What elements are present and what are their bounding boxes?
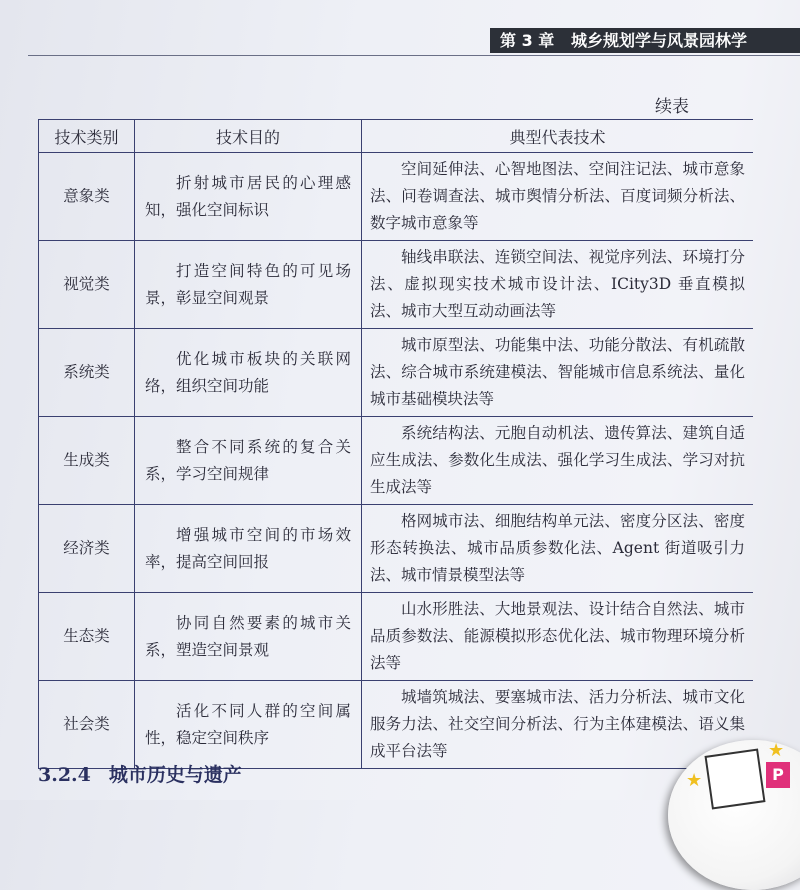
category-cell: 系统类 [39, 329, 135, 417]
section-title: 城市历史与遗产 [108, 764, 242, 786]
table-row [39, 593, 754, 681]
table-row [39, 329, 754, 417]
book-mascot-icon [705, 749, 766, 810]
table-row [39, 153, 754, 241]
purpose-cell: 增强城市空间的市场效率，提高空间回报 [135, 505, 362, 593]
techniques-cell: 城墙筑城法、要塞城市法、活力分析法、城市文化服务力法、社交空间分析法、行为主体建模法、语义集成平台法等 [362, 681, 754, 769]
table-row [39, 505, 754, 593]
column-header: 技术目的 [135, 120, 362, 153]
techniques-cell: 轴线串联法、连锁空间法、视觉序列法、环境打分法、虚拟现实技术城市设计法、ICity3D 垂直模拟法、城市大型互动动画法等 [362, 241, 754, 329]
section-heading [38, 760, 260, 787]
techniques-cell: 空间延伸法、心智地图法、空间注记法、城市意象法、问卷调查法、城市舆情分析法、百度词频分析法、数字城市意象等 [362, 153, 754, 241]
purpose-cell: 打造空间特色的可见场景，彰显空间观景 [135, 241, 362, 329]
purpose-cell: 协同自然要素的城市关系，塑造空间景观 [135, 593, 362, 681]
techniques-cell: 山水形胜法、大地景观法、设计结合自然法、城市品质参数法、能源模拟形态优化法、城市物理环境分析法等 [362, 593, 754, 681]
star-icon: ★ [768, 740, 785, 761]
table-row [39, 681, 754, 769]
badge-letter: P [766, 762, 790, 788]
purpose-cell: 优化城市板块的关联网络，组织空间功能 [135, 329, 362, 417]
techniques-cell: 系统结构法、元胞自动机法、遗传算法、建筑自适应生成法、参数化生成法、强化学习生成法、学习对抗生成法等 [362, 417, 754, 505]
techniques-cell: 格网城市法、细胞结构单元法、密度分区法、密度形态转换法、城市品质参数化法、Agent 街道吸引力法、城市情景模型法等 [362, 505, 754, 593]
section-number: 3.2.4 [38, 764, 91, 786]
purpose-cell: 折射城市居民的心理感知，强化空间标识 [135, 153, 362, 241]
category-cell: 视觉类 [39, 241, 135, 329]
category-cell: 生态类 [39, 593, 135, 681]
techniques-table [38, 119, 753, 769]
table-row [39, 417, 754, 505]
category-cell: 意象类 [39, 153, 135, 241]
chapter-title: 城乡规划学与风景园林学 [571, 31, 748, 50]
chapter-number: 第 3 章 [500, 31, 555, 50]
column-header: 典型代表技术 [362, 120, 754, 153]
table-continued-label: 续表 [655, 97, 689, 117]
purpose-cell: 整合不同系统的复合关系，学习空间规律 [135, 417, 362, 505]
chapter-header [490, 28, 800, 53]
category-cell: 经济类 [39, 505, 135, 593]
table-row [39, 241, 754, 329]
table-header-row [39, 120, 754, 153]
category-cell: 社会类 [39, 681, 135, 769]
category-cell: 生成类 [39, 417, 135, 505]
header-rule [28, 55, 800, 56]
star-icon: ★ [686, 770, 703, 791]
techniques-cell: 城市原型法、功能集中法、功能分散法、有机疏散法、综合城市系统建模法、智能城市信息系统法、量化城市基础模块法等 [362, 329, 754, 417]
purpose-cell: 活化不同人群的空间属性，稳定空间秩序 [135, 681, 362, 769]
column-header: 技术类别 [39, 120, 135, 153]
